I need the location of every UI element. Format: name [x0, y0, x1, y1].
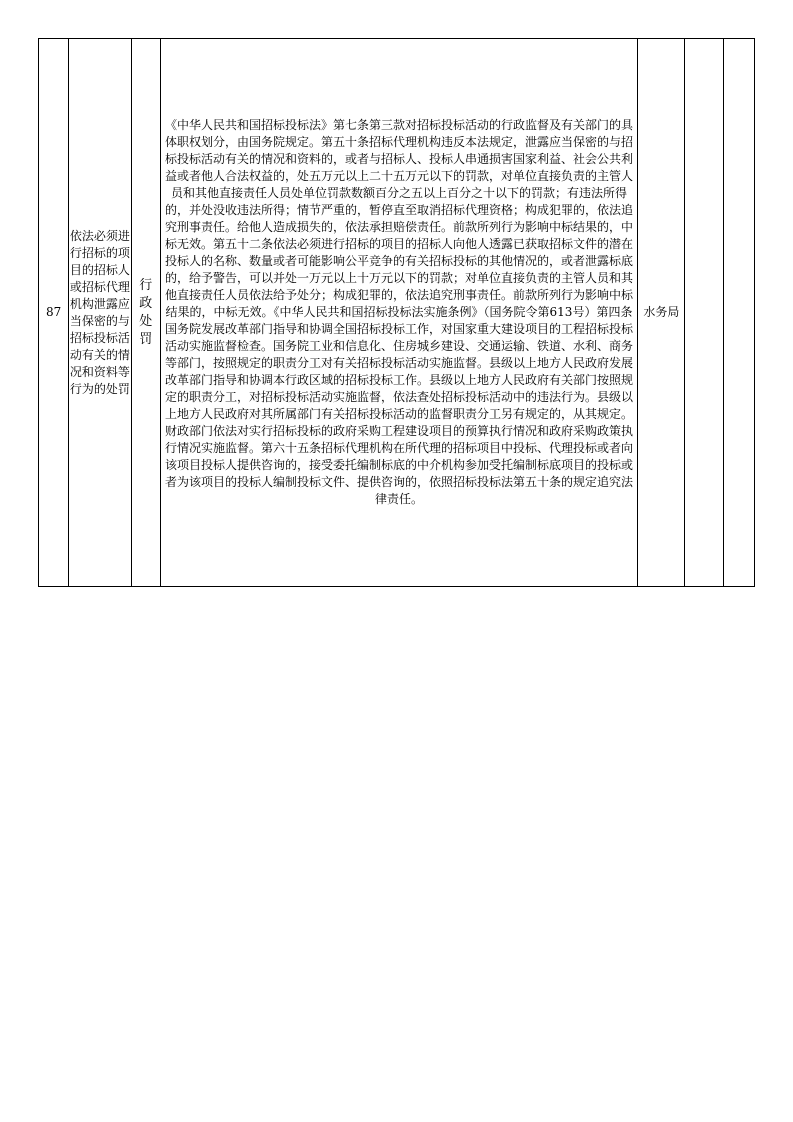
department-cell — [638, 39, 685, 587]
power-type-cell — [131, 39, 160, 587]
extra-cell-1 — [685, 39, 723, 587]
department: 水务局 — [643, 305, 680, 319]
extra-cell-2 — [723, 39, 754, 587]
power-type: 行政处罚 — [139, 277, 153, 347]
row-number: 87 — [45, 305, 62, 319]
legal-basis: 《中华人民共和国招标投标法》第七条第三款对招标投标活动的行政监督及有关部门的具体职权划分，由国务院规定。第五十条招标代理机构违反本法规定，泄露应当保密的与招标投标活动有关的情况和资料的，或者与招标人、投标人串通损害国家利益、社会公共利益或者他人合法权益的，处五万元以上二十五万元以下的罚款，对单位直接负责的主管人员和其他直接责任人员处单位罚款数额百分之五以上百分之十以下的罚款；有违法所得的，并处没收违法所得；情节严重的，暂停直至取消招标代理资格；构成犯罪的，依法追究刑事责任。给他人造成损失的，依法承担赔偿责任。前款所列行为影响中标结果的，中标无效。第五十二条依法必须进行招标的项目的招标人向他人透露已获取招标文件的潜在投标人的名称、数量或者可能影响公平竞争的有关招标投标的其他情况的，或者泄露标底的，给予警告，可以并处一万元以上十万元以下的罚款；对单位直接负责的主管人员和其他直接责任人员依法给予处分；构成犯罪的，依法追究刑事责任。前款所列行为影响中标结果的，中标无效。《中华人民共和国招标投标法实施条例》（国务院令第613号）第四条国务院发展改革部门指导和协调全国招标投标工作，对国家重大建设项目的工程招标投标活动实施监督检查。国务院工业和信息化、住房城乡建设、交通运输、铁道、水利、商务等部门，按照规定的职责分工对有关招标投标活动实施监督。县级以上地方人民政府发展改革部门指导和协调本行政区域的招标投标工作。县级以上地方人民政府有关部门按照规定的职责分工，对招标投标活动实施监督，依法查处招标投标活动中的违法行为。县级以上地方人民政府对其所属部门有关招标投标活动的监督职责分工另有规定的，从其规定。财政部门依法对实行招标投标的政府采购工程建设项目的预算执行情况和政府采购政策执行情况实施监督。第六十五条招标代理机构在所代理的招标项目中投标、代理投标或者向该项目投标人提供咨询的，接受委托编制标底的中介机构参加受托编制标底项目的投标或者为该项目的投标人编制投标文件、提供咨询的，依照招标投标法第五十条的规定追究法律责任。 — [164, 118, 633, 506]
table-row — [39, 39, 755, 587]
legal-basis-cell — [160, 39, 637, 587]
row-number-cell — [39, 39, 69, 587]
item-name: 依法必须进行招标的项目的招标人或招标代理机构泄露应当保密的与招标投标活动有关的情况和资料等行为的处罚 — [69, 228, 130, 396]
item-name-cell — [69, 39, 131, 587]
power-list-table — [38, 38, 755, 587]
